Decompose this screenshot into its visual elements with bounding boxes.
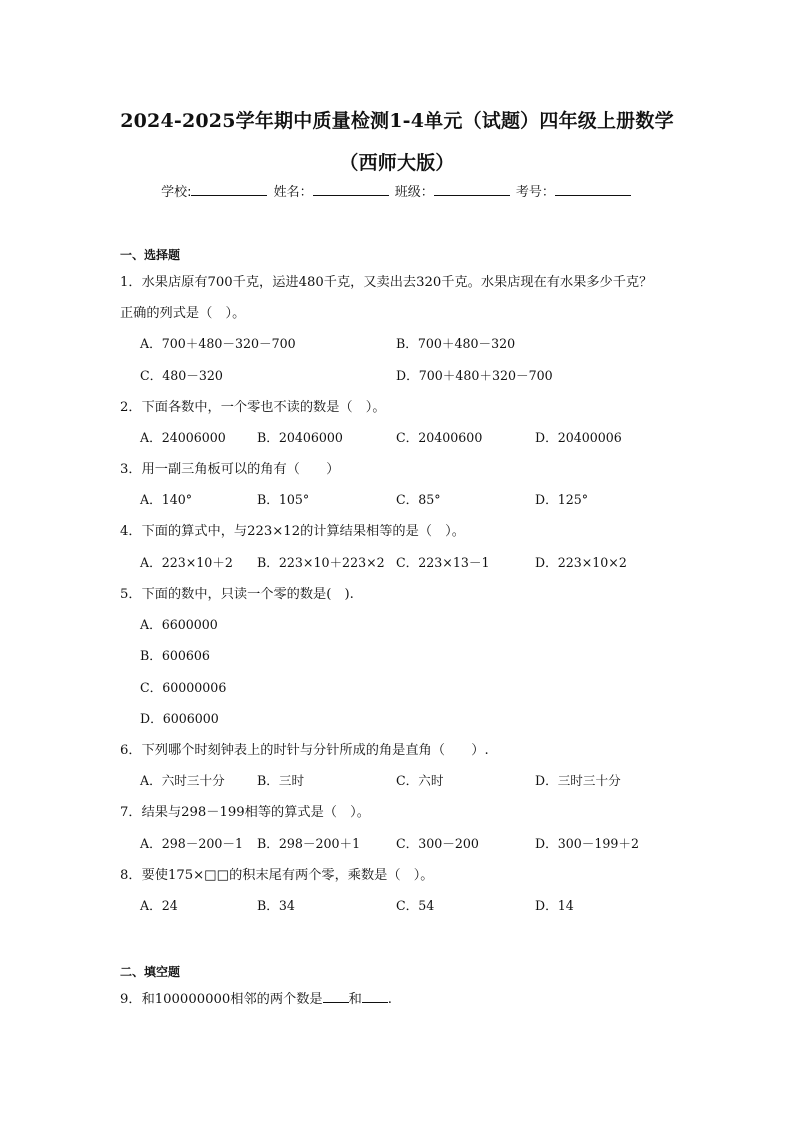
- question-6-option-b[interactable]: B．三时: [257, 773, 305, 788]
- school-label: 学校:: [161, 185, 192, 200]
- question-3-option-c[interactable]: C．85°: [396, 492, 441, 507]
- question-3-option-a[interactable]: A．140°: [140, 492, 193, 507]
- question-5-option-a[interactable]: A．6600000: [140, 617, 218, 632]
- exam-number-blank[interactable]: [555, 183, 631, 196]
- exam-number-label: 考号：: [515, 185, 555, 200]
- answer-blank-2[interactable]: [362, 991, 388, 1003]
- question-1-text: 1．水果店原有700千克，运进480千克，又卖出去320千克。水果店现在有水果多少千克？: [120, 275, 653, 290]
- question-7-option-d[interactable]: D．300－199＋2: [535, 836, 639, 851]
- question-7-option-b[interactable]: B．298－200＋1: [257, 836, 361, 851]
- question-8-option-c[interactable]: C．54: [396, 898, 435, 913]
- question-1-option-b[interactable]: B．700＋480－320: [396, 336, 516, 351]
- class-label: 班级：: [394, 185, 434, 200]
- question-9-suffix: .: [387, 992, 392, 1007]
- question-2-option-c[interactable]: C．20400600: [396, 430, 483, 445]
- question-8-option-a[interactable]: A．24: [140, 898, 178, 913]
- question-6-text: 6．下列哪个时刻钟表上的时针与分针所成的角是直角（ ）.: [120, 743, 489, 758]
- question-5-option-d[interactable]: D．6006000: [140, 711, 219, 726]
- page-subtitle: （西师大版）: [339, 152, 455, 174]
- page-title: 2024-2025学年期中质量检测1-4单元（试题）四年级上册数学: [120, 110, 674, 132]
- question-7-option-c[interactable]: C．300－200: [396, 836, 479, 851]
- question-3-option-b[interactable]: B．105°: [257, 492, 310, 507]
- question-5-text: 5．下面的数中，只读一个零的数是( ).: [120, 587, 354, 602]
- question-1-option-a[interactable]: A．700＋480－320－700: [140, 336, 296, 351]
- school-blank[interactable]: [191, 183, 267, 196]
- question-2-option-d[interactable]: D．20400006: [535, 430, 622, 445]
- question-8-option-d[interactable]: D．14: [535, 898, 574, 913]
- question-8-text: 8．要使175×□□的积末尾有两个零，乘数是（ ）。: [120, 868, 434, 883]
- class-blank[interactable]: [434, 183, 510, 196]
- question-1-text-cont: 正确的列式是（ ）。: [120, 306, 246, 321]
- question-9-text: [120, 988, 392, 1007]
- question-6-option-c[interactable]: C．六时: [396, 773, 444, 788]
- name-label: 姓名：: [273, 185, 313, 200]
- name-blank[interactable]: [313, 183, 389, 196]
- question-1-option-c[interactable]: C．480－320: [140, 368, 223, 383]
- question-9-prefix: 9．和100000000相邻的两个数是: [120, 992, 323, 1007]
- question-2-option-a[interactable]: A．24006000: [140, 430, 226, 445]
- question-7-option-a[interactable]: A．298－200－1: [140, 836, 243, 851]
- question-4-option-b[interactable]: B．223×10＋223×2: [257, 555, 385, 570]
- question-3-text: 3．用一副三角板可以的角有（ ）: [120, 462, 340, 477]
- section-heading-fill: 二、填空题: [120, 965, 181, 979]
- question-4-option-c[interactable]: C．223×13－1: [396, 555, 490, 570]
- question-1-option-d[interactable]: D．700＋480＋320－700: [396, 368, 553, 383]
- question-6-option-d[interactable]: D．三时三十分: [535, 773, 621, 788]
- question-7-text: 7．结果与298－199相等的算式是（ ）。: [120, 805, 370, 820]
- answer-blank-1[interactable]: [323, 991, 349, 1003]
- question-5-option-c[interactable]: C．60000006: [140, 680, 227, 695]
- student-info-row: [0, 181, 794, 200]
- question-4-option-d[interactable]: D．223×10×2: [535, 555, 627, 570]
- question-6-option-a[interactable]: A．六时三十分: [140, 773, 225, 788]
- question-9-middle: 和: [348, 992, 362, 1007]
- question-4-option-a[interactable]: A．223×10＋2: [140, 555, 233, 570]
- question-5-option-b[interactable]: B．600606: [140, 648, 210, 663]
- question-2-text: 2．下面各数中，一个零也不读的数是（ ）。: [120, 400, 386, 415]
- question-4-text: 4．下面的算式中，与223×12的计算结果相等的是（ ）。: [120, 524, 465, 539]
- section-heading-choice: 一、选择题: [120, 248, 181, 262]
- question-8-option-b[interactable]: B．34: [257, 898, 295, 913]
- question-2-option-b[interactable]: B．20406000: [257, 430, 343, 445]
- question-3-option-d[interactable]: D．125°: [535, 492, 589, 507]
